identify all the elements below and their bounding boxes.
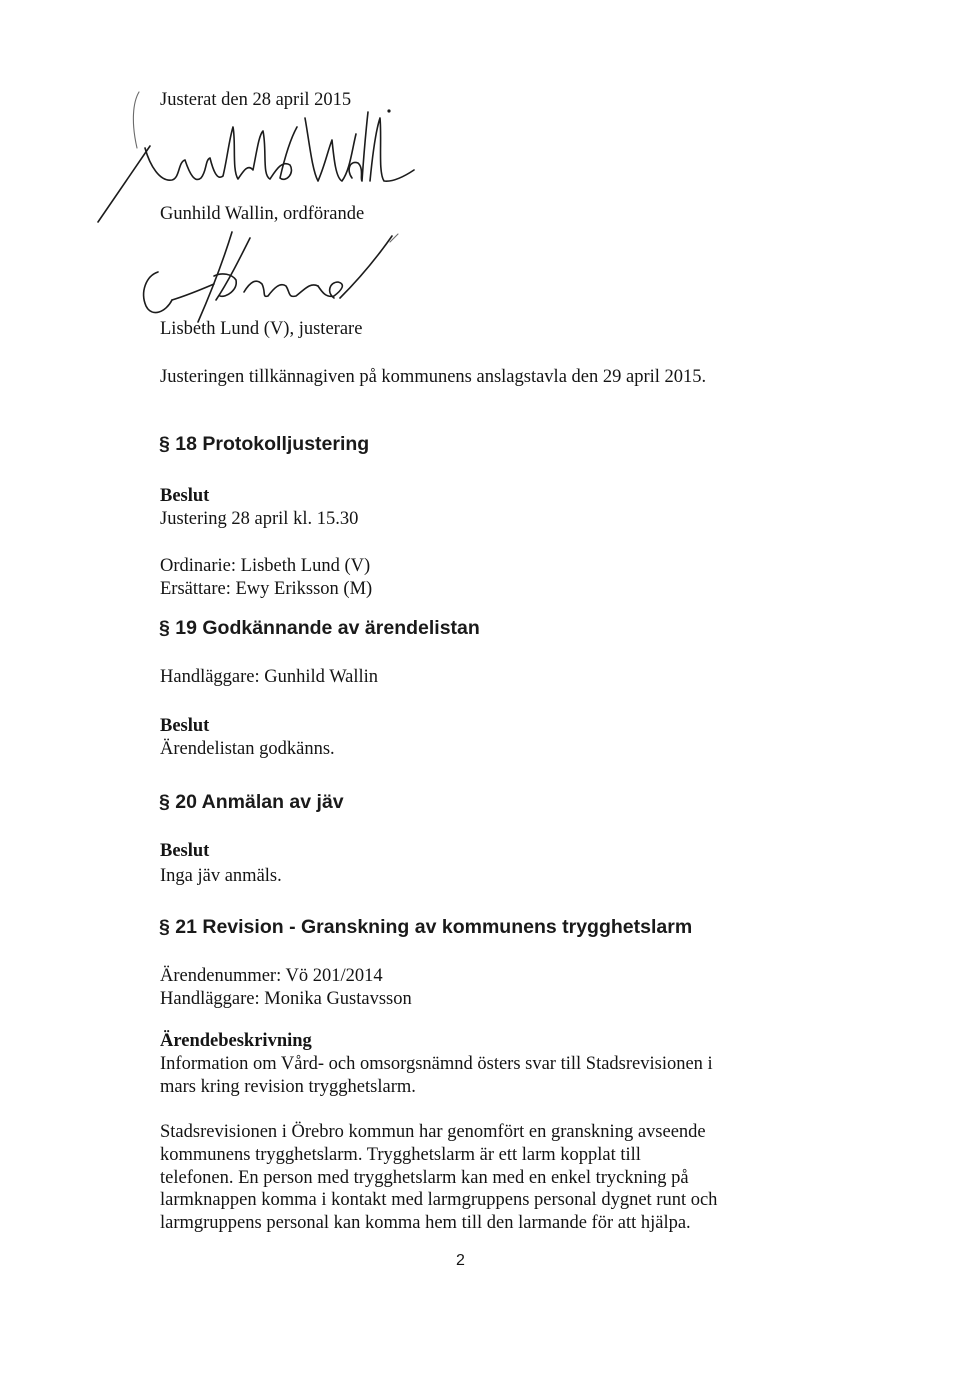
announcement-text: Justeringen tillkännagiven på kommunens anslagstavla den 29 april 2015.: [160, 367, 707, 387]
paragraph-line: larmknappen komma i kontakt med larmgruppens personal dygnet runt och: [160, 1190, 718, 1210]
beskrivning-line: mars kring revision trygghetslarm.: [160, 1077, 416, 1097]
beslut-label: Beslut: [160, 841, 210, 861]
section-heading: § 18 Protokolljustering: [159, 433, 370, 455]
paragraph-line: Stadsrevisionen i Örebro kommun har genomfört en granskning avseende: [160, 1122, 706, 1142]
arendebeskrivning-label: Ärendebeskrivning: [160, 1031, 312, 1051]
signatures: [0, 0, 960, 400]
justerat-date: Justerat den 28 april 2015: [160, 90, 352, 110]
paragraph-line: kommunens trygghetslarm. Trygghetslarm är ett larm kopplat till: [160, 1145, 641, 1165]
section-heading: § 20 Anmälan av jäv: [159, 791, 344, 813]
beslut-text: Ärendelistan godkänns.: [160, 739, 335, 759]
arendenummer-text: Ärendenummer: Vö 201/2014: [160, 966, 383, 986]
paragraph-line: telefonen. En person med trygghetslarm kan med en enkel tryckning på: [160, 1168, 689, 1188]
beskrivning-line: Information om Vård- och omsorgsnämnd östers svar till Stadsrevisionen i: [160, 1054, 713, 1074]
section-heading: § 21 Revision - Granskning av kommunens trygghetslarm: [159, 916, 693, 938]
page-number: 2: [456, 1252, 465, 1269]
handlaggare-text: Handläggare: Monika Gustavsson: [160, 989, 412, 1009]
beslut-label: Beslut: [160, 716, 210, 736]
section-heading: § 19 Godkännande av ärendelistan: [159, 617, 480, 639]
ersattare-text: Ersättare: Ewy Eriksson (M): [160, 579, 373, 599]
paragraph-line: larmgruppens personal kan komma hem till den larmande för att hjälpa.: [160, 1213, 691, 1233]
beslut-label: Beslut: [160, 486, 210, 506]
ordinarie-text: Ordinarie: Lisbeth Lund (V): [160, 556, 371, 576]
signature-justerare: [144, 232, 398, 322]
handlaggare-text: Handläggare: Gunhild Wallin: [160, 667, 379, 687]
signer-ordforande: Gunhild Wallin, ordförande: [160, 204, 365, 224]
beslut-text: Inga jäv anmäls.: [160, 866, 282, 886]
beslut-text: Justering 28 april kl. 15.30: [160, 509, 359, 529]
signer-justerare: Lisbeth Lund (V), justerare: [160, 319, 363, 339]
